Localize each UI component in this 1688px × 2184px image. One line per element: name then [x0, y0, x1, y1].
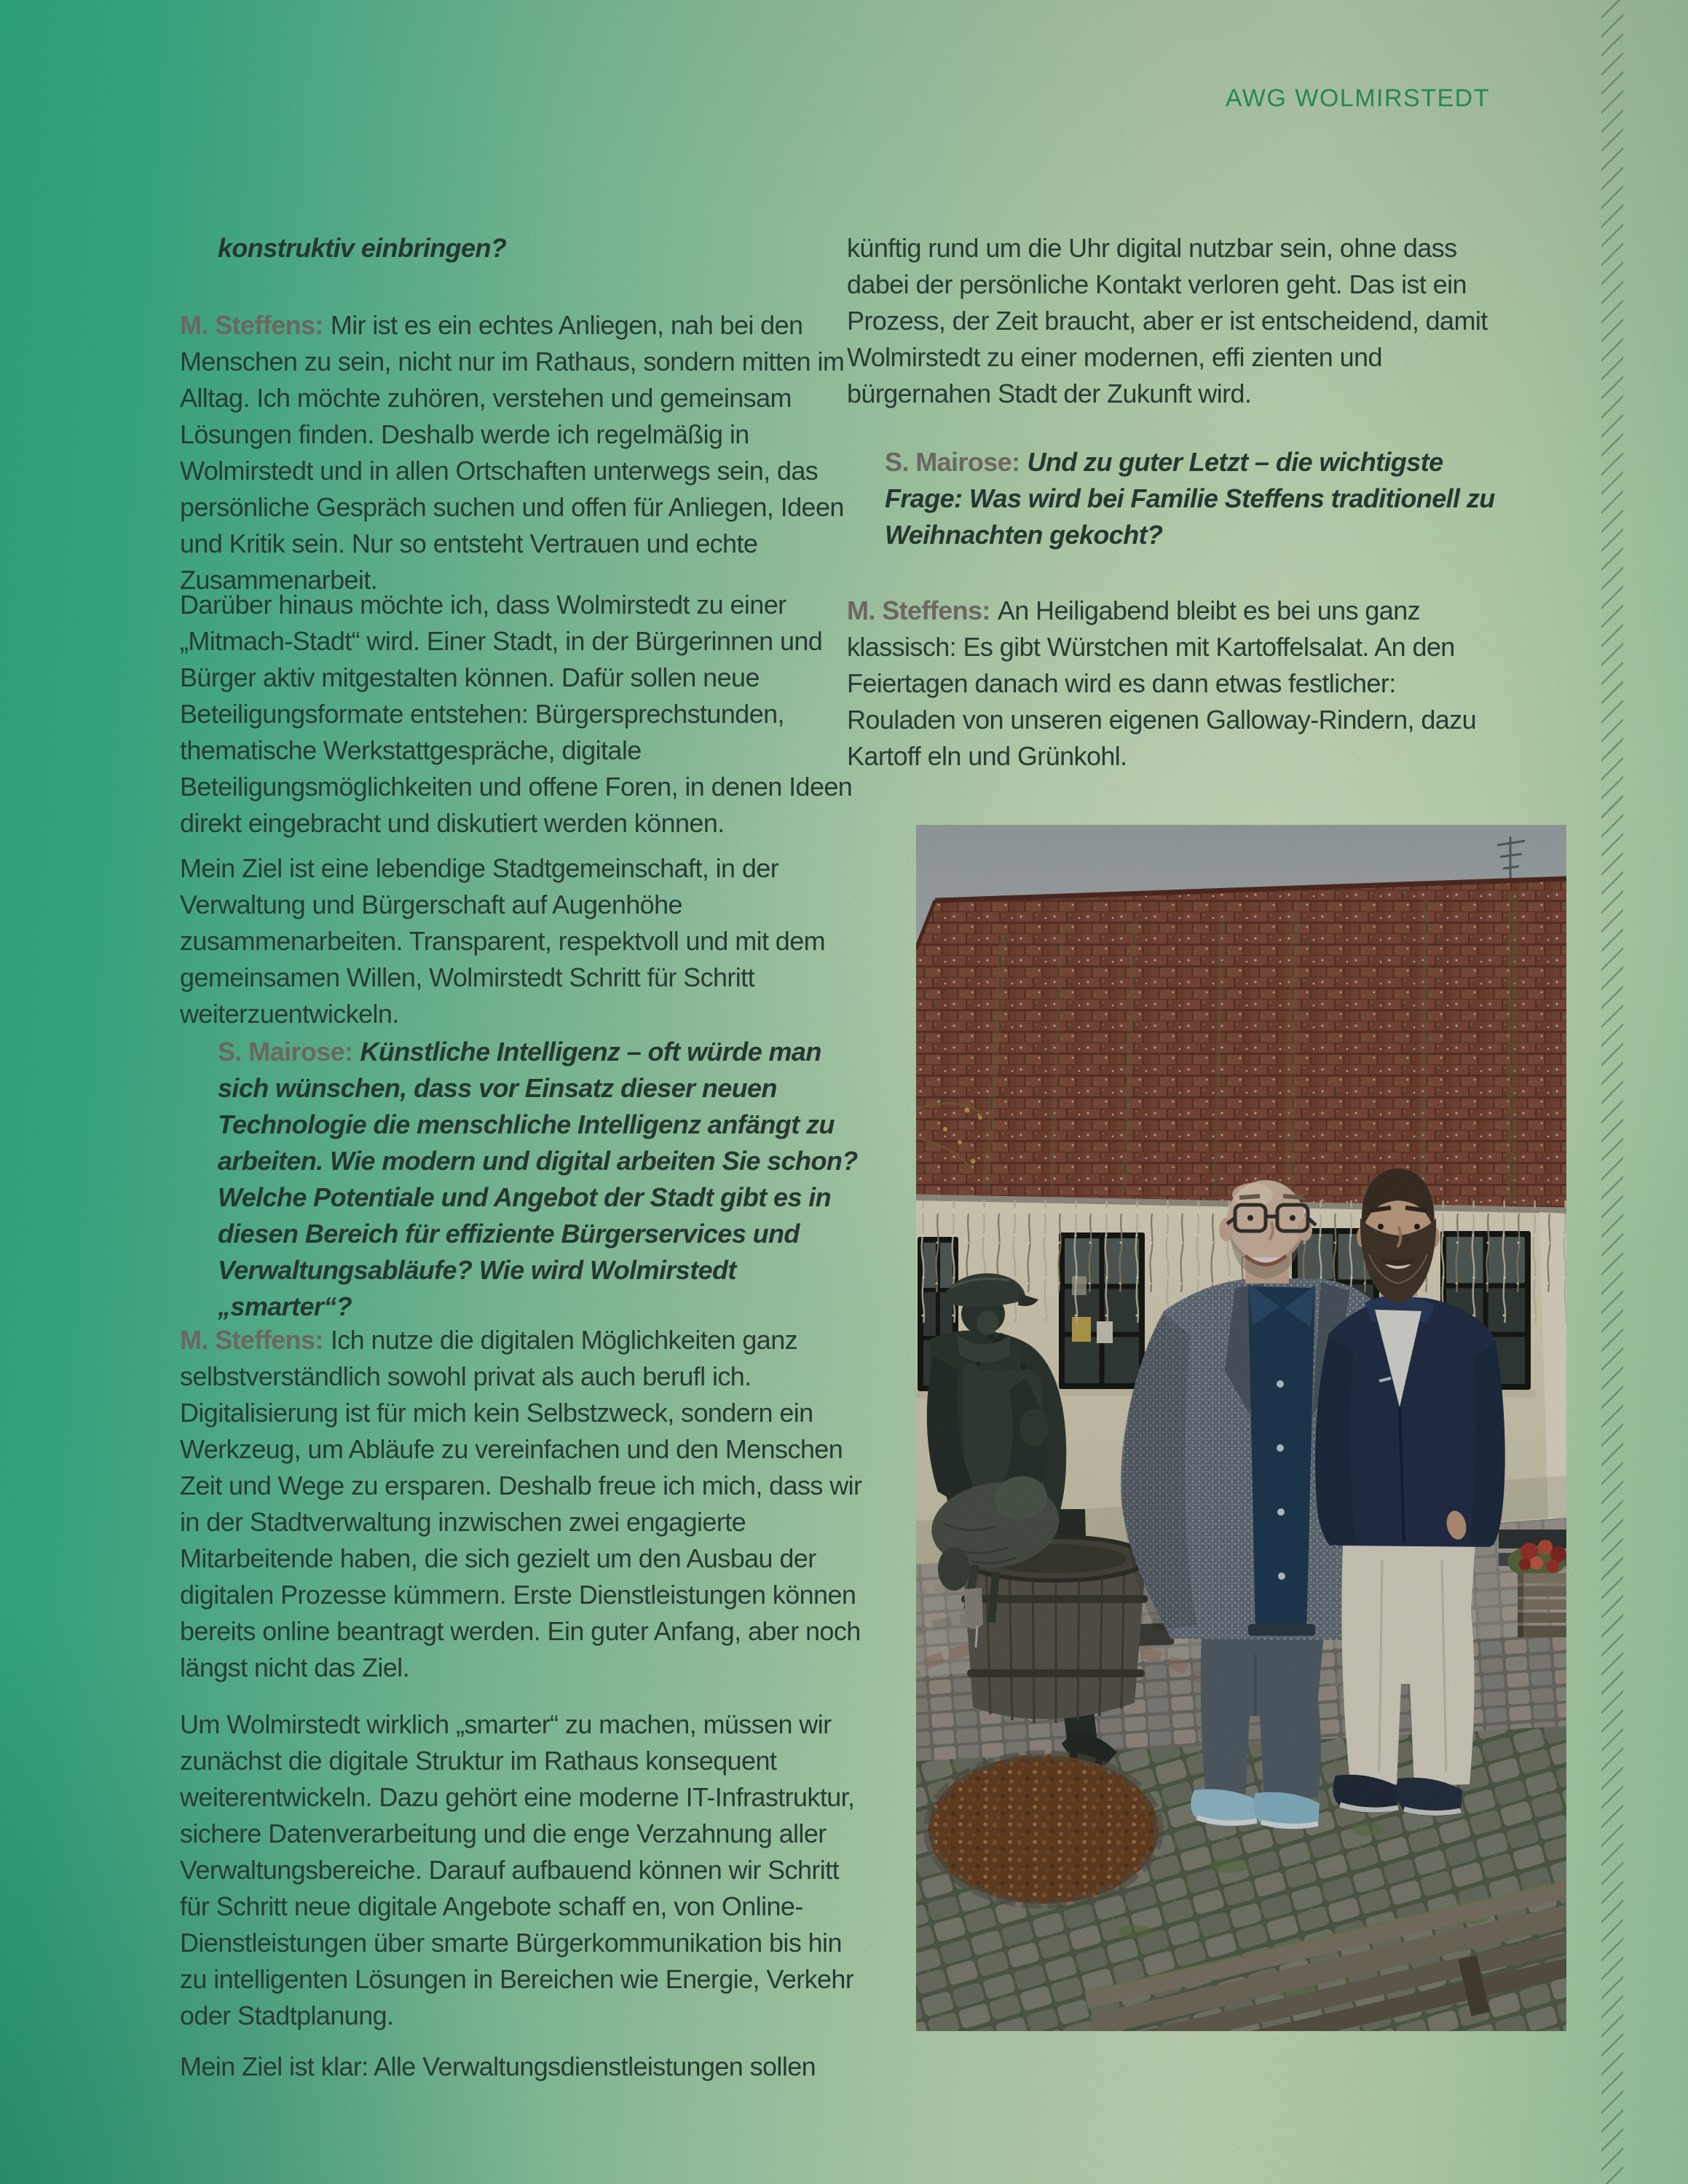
- paragraph-text: An Heiligabend bleibt es bei uns ganz klassisch: Es gibt Würstchen mit Kartoffelsalat. An den Feiertagen danach wird es dann etwas festlicher: Rouladen von unseren eigenen Galloway-Rindern, dazu Kartoff eln und Grünkohl.: [847, 596, 1476, 771]
- interview-photo: [916, 825, 1566, 2031]
- paragraph-text: Ich nutze die digitalen Möglichkeiten ganz selbstverständlich sowohl privat als auch berufl ich. Digitalisierung ist für mich kein Selbstzweck, sondern ein Werkzeug, um Abläufe zu vereinfachen und den Menschen Zeit und Wege zu ersparen. Deshalb freue ich mich, dass wir in der Stadtverwaltung inzwischen zwei engagierte Mitarbeitende haben, die sich gezielt um den Ausbau der digitalen Prozesse kümmern. Erste Dienstleistungen können bereits online beantragt werden. Ein guter Anfang, aber noch längst nicht das Ziel.: [180, 1325, 862, 1682]
- paragraph: [180, 850, 870, 1032]
- paragraph-text: Mein Ziel ist eine lebendige Stadtgemeinschaft, in der Verwaltung und Bürgerschaft auf Augenhöhe zusammenarbeiten. Transparent, respektvoll und mit dem gemeinsamen Willen, Wolmirstedt Schritt für Schritt weiterzuentwickeln.: [180, 853, 826, 1029]
- hatch-border-decoration: [1601, 0, 1623, 2184]
- lead-question: konstruktiv einbringen?: [218, 233, 507, 263]
- paragraph-text: Künstliche Intelligenz – oft würde man sich wünschen, dass vor Einsatz dieser neuen Technologie die menschliche Intelligenz anfängt zu arbeiten. Wie modern und digital arbeiten Sie schon? Welche Potentiale und Angebot der Stadt gibt es in diesen Bereich für effiziente Bürgerservices und Verwaltungsabläufe? Wie wird Wolmirstedt „smarter“?: [218, 1037, 858, 1321]
- paragraph-text: Mir ist es ein echtes Anliegen, nah bei den Menschen zu sein, nicht nur im Rathaus, sondern mitten im Alltag. Ich möchte zuhören, verstehen und gemeinsam Lösungen finden. Deshalb werde ich regelmäßig in Wolmirstedt und in allen Ortschaften unterwegs sein, das persönliche Gespräch suchen und offen für Anliegen, Ideen und Kritik sein. Nur so entsteht Vertrauen und echte Zusammenarbeit.: [180, 310, 845, 595]
- paragraph-text: künftig rund um die Uhr digital nutzbar sein, ohne dass dabei der persönliche Kontakt verloren geht. Das ist ein Prozess, der Zeit braucht, aber er ist entscheidend, damit Wolmirstedt zu einer modernen, effi zienten und bürgernahen Stadt der Zukunft wird.: [847, 233, 1488, 408]
- page-header: AWG WOLMIRSTEDT: [1225, 84, 1490, 112]
- speaker-label: M. Steffens:: [180, 1325, 323, 1355]
- speaker-label: S. Mairose:: [218, 1037, 353, 1067]
- speaker-label: S. Mairose:: [885, 447, 1020, 477]
- paragraph: [180, 2049, 870, 2085]
- speaker-label: M. Steffens:: [180, 310, 323, 340]
- paragraph: [847, 230, 1499, 412]
- paragraph-text: Darüber hinaus möchte ich, dass Wolmirstedt zu einer „Mitmach-Stadt“ wird. Einer Stadt, in der Bürgerinnen und Bürger aktiv mitgestalten können. Dafür sollen neue Beteiligungsformate entstehen: Bürgersprechstunden, thematische Werkstattgespräche, digitale Beteiligungsmöglichkeiten und offene Foren, in denen Ideen direkt eingebracht und diskutiert werden können.: [180, 590, 853, 838]
- paragraph: [847, 593, 1499, 775]
- paragraph: [180, 307, 870, 598]
- paragraph-text: Mein Ziel ist klar: Alle Verwaltungsdienstleistungen sollen: [180, 2052, 816, 2081]
- right-text-column: [847, 230, 1499, 775]
- paragraph: [180, 1706, 870, 2034]
- left-text-column: [180, 230, 870, 2085]
- speaker-label: M. Steffens:: [847, 596, 990, 625]
- paragraph: [180, 587, 870, 842]
- paragraph-text: Um Wolmirstedt wirklich „smarter“ zu machen, müssen wir zunächst die digitale Struktur im Rathaus konsequent weiterentwickeln. Dazu gehört eine moderne IT-Infrastruktur, sichere Datenverarbeitung und die enge Verzahnung aller Verwaltungsbereiche. Darauf aufbauend können wir Schritt für Schritt neue digitale Angebote schaff en, von Online-Dienstleistungen über smarte Bürgerkommunikation bis hin zu intelligenten Lösungen in Bereichen wie Energie, Verkehr oder Stadtplanung.: [180, 1709, 855, 2030]
- interview-question: [847, 444, 1499, 553]
- interview-question: [180, 1034, 870, 1325]
- paragraph: [180, 1322, 870, 1686]
- paragraph-text: Und zu guter Letzt – die wichtigste Frage: Was wird bei Familie Steffens traditionell zu Weihnachten gekocht?: [885, 447, 1495, 550]
